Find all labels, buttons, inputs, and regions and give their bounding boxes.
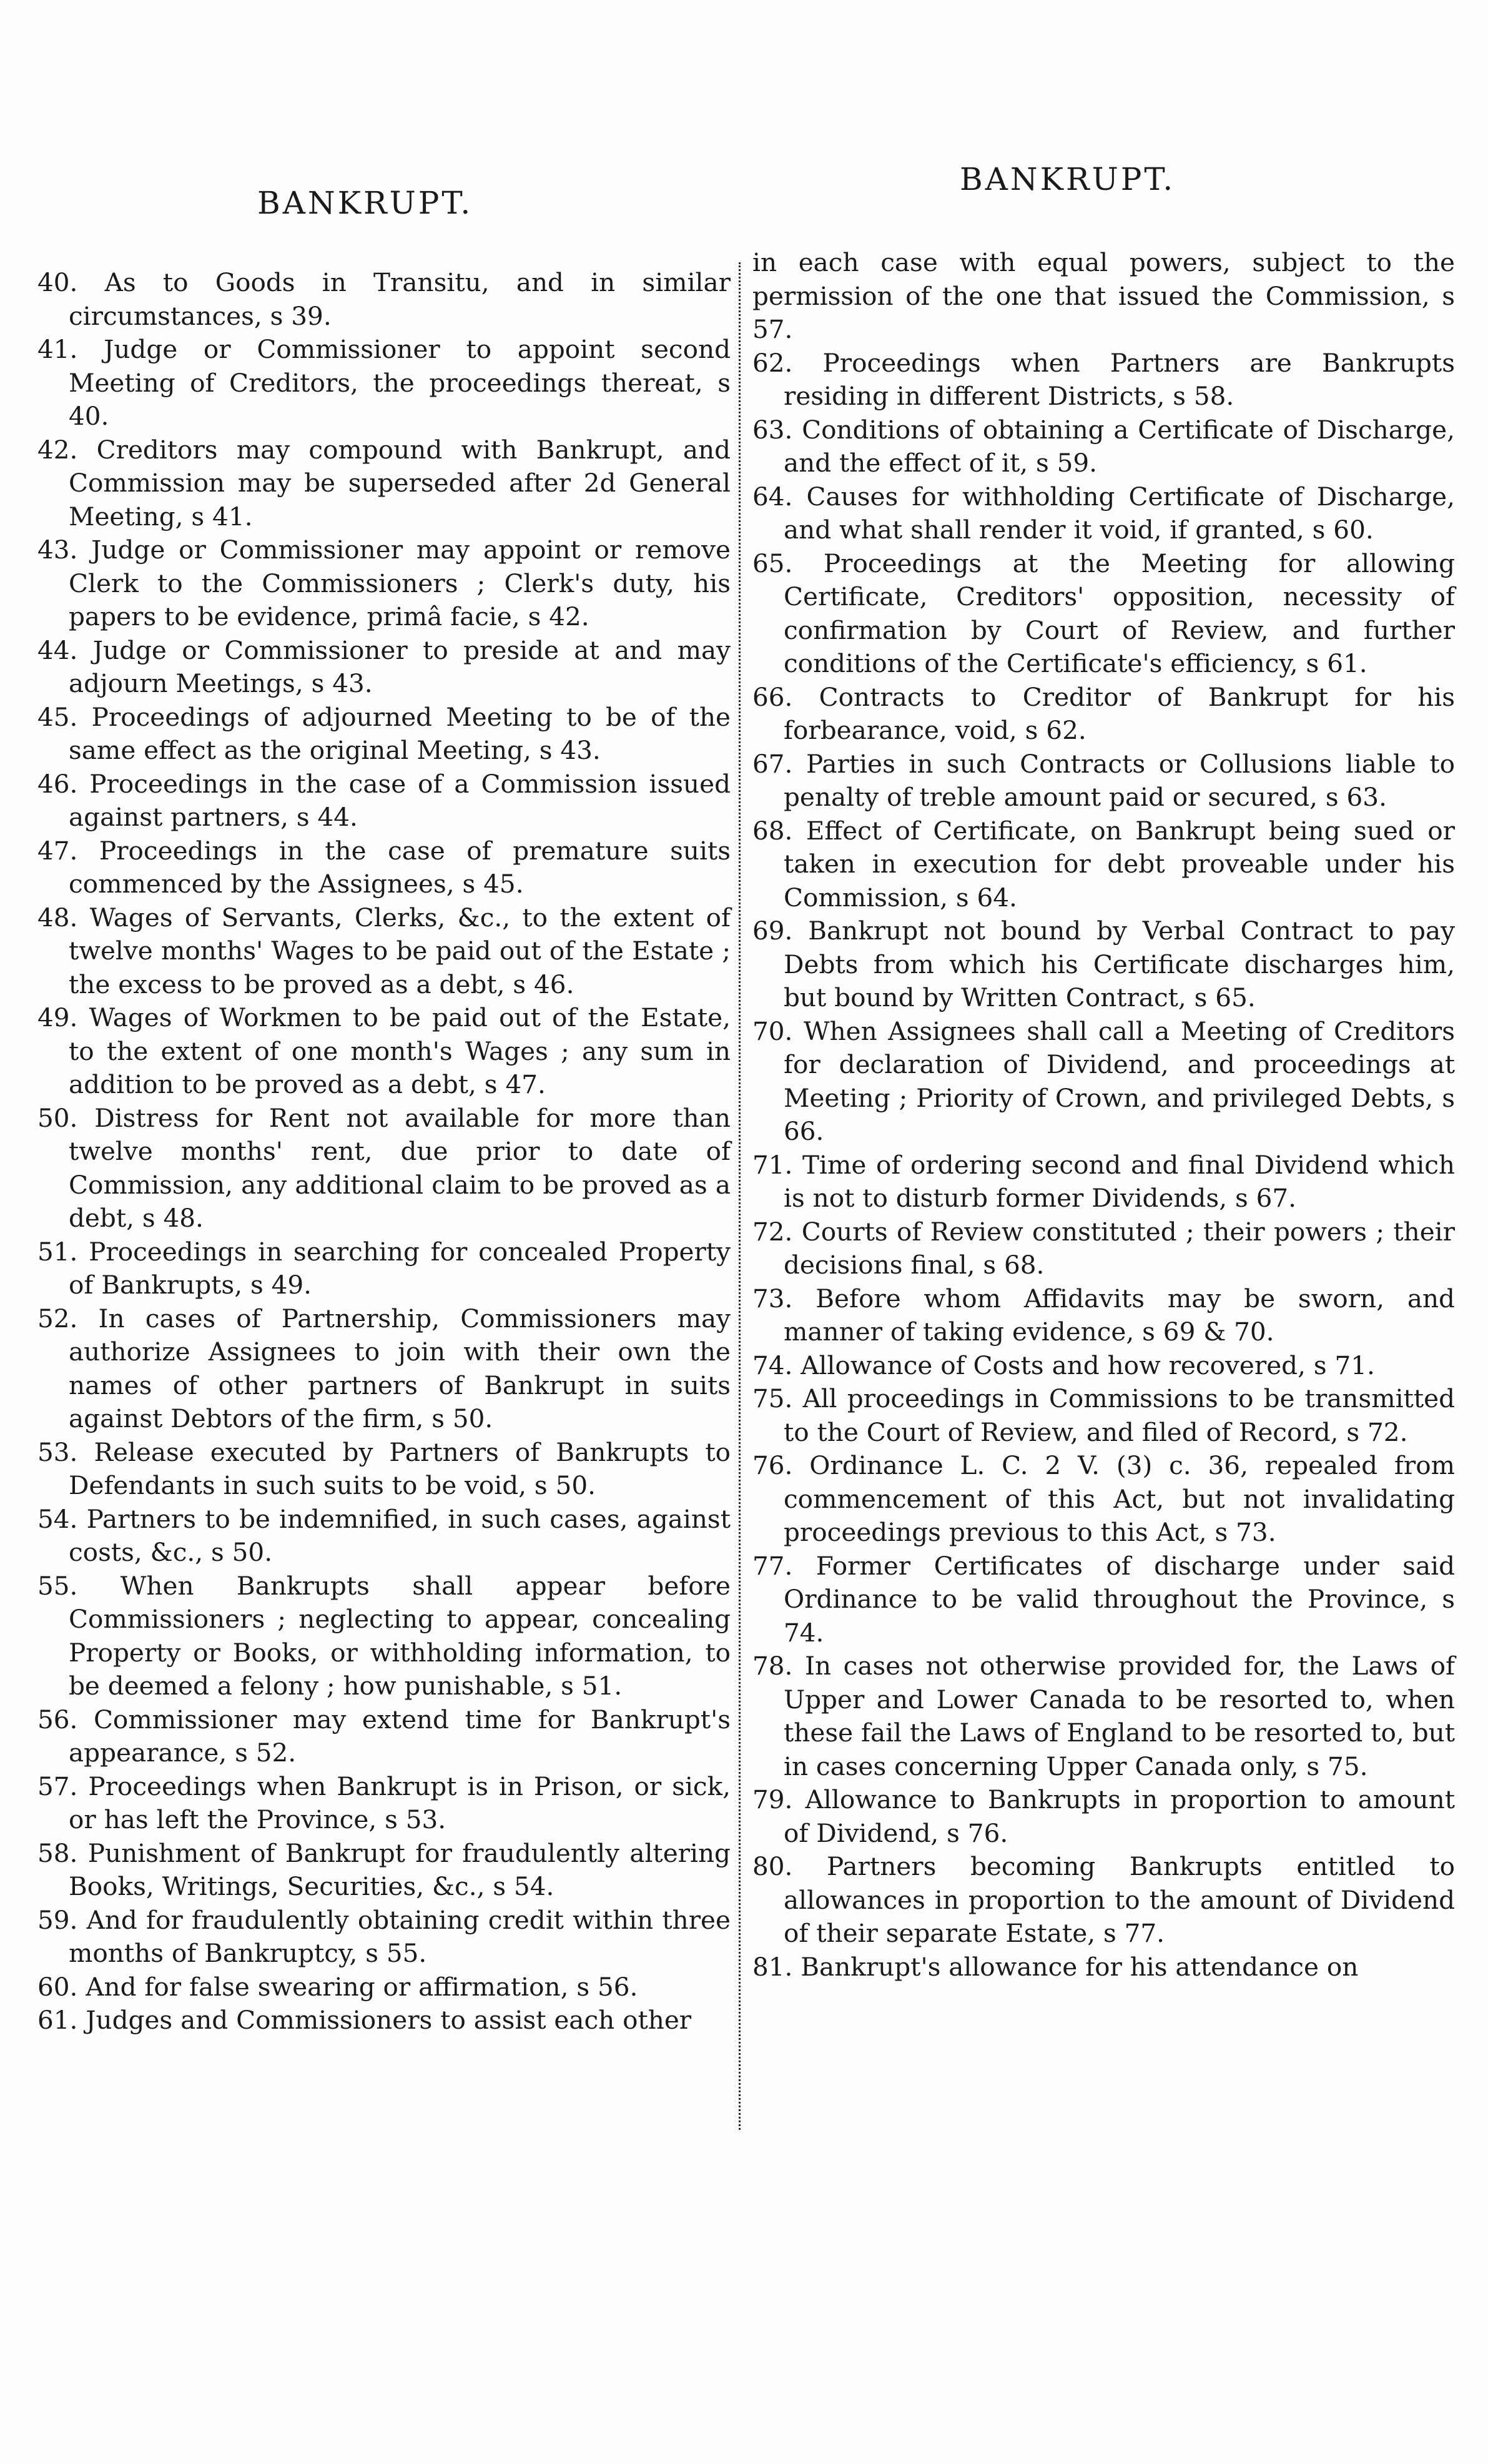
index-entry: 41. Judge or Commissioner to appoint second Meeting of Creditors, the proceedings thereat, s 40. bbox=[37, 334, 731, 431]
index-entry: 61. Judges and Commissioners to assist each other bbox=[37, 2005, 692, 2035]
index-entry: 71. Time of ordering second and final Dividend which is not to disturb former Dividends, s 67. bbox=[752, 1149, 1455, 1213]
index-entry: 80. Partners becoming Bankrupts entitled to allowances in proportion to the amount of Dividend of their separate Estate, s 77. bbox=[752, 1851, 1455, 1948]
index-entry: 81. Bankrupt's allowance for his attendance on bbox=[752, 1951, 1359, 1982]
index-entry: 77. Former Certificates of discharge under said Ordinance to be valid throughout the Province, s 74. bbox=[752, 1550, 1455, 1648]
index-entry: 55. When Bankrupts shall appear before Commissioners ; neglecting to appear, concealing Property or Books, or withholding information, to be deemed a felony ; how punishable, s 51. bbox=[37, 1570, 731, 1701]
index-entry-continued: in each case with equal powers, subject to the permission of the one that issued the Commission, s 57. bbox=[752, 247, 1455, 344]
index-entry: 47. Proceedings in the case of premature suits commenced by the Assignees, s 45. bbox=[37, 835, 731, 899]
left-running-header: BANKRUPT. bbox=[257, 185, 473, 221]
index-entry: 74. Allowance of Costs and how recovered, s 71. bbox=[752, 1350, 1375, 1380]
index-entry: 62. Proceedings when Partners are Bankrupts residing in different Districts, s 58. bbox=[752, 347, 1455, 411]
left-column bbox=[37, 266, 731, 2037]
index-entry: 78. In cases not otherwise provided for, the Laws of Upper and Lower Canada to be resorted to, when these fail the Laws of England to be resorted to, but in cases concerning Upper Canada only, s 75. bbox=[752, 1651, 1455, 1781]
index-entry: 40. As to Goods in Transitu, and in similar circumstances, s 39. bbox=[37, 267, 731, 331]
right-running-header: BANKRUPT. bbox=[960, 161, 1176, 197]
index-entry: 44. Judge or Commissioner to preside at and may adjourn Meetings, s 43. bbox=[37, 635, 731, 698]
index-entry: 49. Wages of Workmen to be paid out of the Estate, to the extent of one month's Wages ; any sum in addition to be proved as a debt, s 47. bbox=[37, 1002, 731, 1099]
index-entry: 75. All proceedings in Commissions to be transmitted to the Court of Review, and filed of Record, s 72. bbox=[752, 1383, 1455, 1447]
index-entry: 59. And for fraudulently obtaining credit within three months of Bankruptcy, s 55. bbox=[37, 1904, 731, 1968]
index-entry: 57. Proceedings when Bankrupt is in Prison, or sick, or has left the Province, s 53. bbox=[37, 1771, 731, 1834]
index-entry: 66. Contracts to Creditor of Bankrupt for his forbearance, void, s 62. bbox=[752, 681, 1455, 745]
index-entry: 73. Before whom Affidavits may be sworn, and manner of taking evidence, s 69 & 70. bbox=[752, 1283, 1455, 1347]
index-entry: 58. Punishment of Bankrupt for fraudulently altering Books, Writings, Securities, &c., s 54. bbox=[37, 1838, 731, 1901]
index-entry: 42. Creditors may compound with Bankrupt, and Commission may be superseded after 2d General Meeting, s 41. bbox=[37, 434, 731, 532]
index-entry: 68. Effect of Certificate, on Bankrupt being sued or taken in execution for debt proveable under his Commission, s 64. bbox=[752, 815, 1455, 913]
index-entry: 72. Courts of Review constituted ; their powers ; their decisions final, s 68. bbox=[752, 1216, 1455, 1280]
index-entry: 67. Parties in such Contracts or Collusions liable to penalty of treble amount paid or secured, s 63. bbox=[752, 748, 1455, 812]
index-entry: 64. Causes for withholding Certificate of Discharge, and what shall render it void, if granted, s 60. bbox=[752, 481, 1455, 545]
index-entry: 50. Distress for Rent not available for more than twelve months' rent, due prior to date of Commission, any additional claim to be proved as a debt, s 48. bbox=[37, 1102, 731, 1233]
index-entry: 69. Bankrupt not bound by Verbal Contract to pay Debts from which his Certificate discharges him, but bound by Written Contract, s 65. bbox=[752, 916, 1455, 1012]
index-entry: 65. Proceedings at the Meeting for allowing Certificate, Creditors' opposition, necessity of confirmation by Court of Review, and further conditions of the Certificate's efficiency, s 61. bbox=[752, 548, 1455, 678]
column-divider bbox=[739, 262, 741, 2130]
index-entry: 46. Proceedings in the case of a Commission issued against partners, s 44. bbox=[37, 768, 731, 832]
index-entry: 56. Commissioner may extend time for Bankrupt's appearance, s 52. bbox=[37, 1704, 731, 1768]
index-entry: 53. Release executed by Partners of Bankrupts to Defendants in such suits to be void, s 50. bbox=[37, 1437, 731, 1500]
index-entry: 54. Partners to be indemnified, in such cases, against costs, &c., s 50. bbox=[37, 1503, 731, 1567]
index-entry: 60. And for false swearing or affirmation, s 56. bbox=[37, 1971, 638, 2002]
index-entry: 45. Proceedings of adjourned Meeting to be of the same effect as the original Meeting, s 43. bbox=[37, 701, 731, 765]
index-entry: 43. Judge or Commissioner may appoint or remove Clerk to the Commissioners ; Clerk's duty, his papers to be evidence, primâ facie, s 42. bbox=[37, 535, 731, 631]
index-entry: 79. Allowance to Bankrupts in proportion to amount of Dividend, s 76. bbox=[752, 1784, 1455, 1848]
index-entry: 70. When Assignees shall call a Meeting of Creditors for declaration of Dividend, and proceedings at Meeting ; Priority of Crown, and privileged Debts, s 66. bbox=[752, 1016, 1455, 1146]
index-entry: 48. Wages of Servants, Clerks, &c., to the extent of twelve months' Wages to be paid out of the Estate ; the excess to be proved as a debt, s 46. bbox=[37, 902, 731, 999]
index-entry: 76. Ordinance L. C. 2 V. (3) c. 36, repealed from commencement of this Act, but not invalidating proceedings previous to this Act, s 73. bbox=[752, 1450, 1455, 1547]
right-column bbox=[752, 246, 1455, 1984]
index-entry: 63. Conditions of obtaining a Certificate of Discharge, and the effect of it, s 59. bbox=[752, 414, 1455, 478]
index-entry: 52. In cases of Partnership, Commissioners may authorize Assignees to join with their own the names of other partners of Bankrupt in suits against Debtors of the firm, s 50. bbox=[37, 1303, 731, 1433]
index-entry: 51. Proceedings in searching for concealed Property of Bankrupts, s 49. bbox=[37, 1236, 731, 1300]
